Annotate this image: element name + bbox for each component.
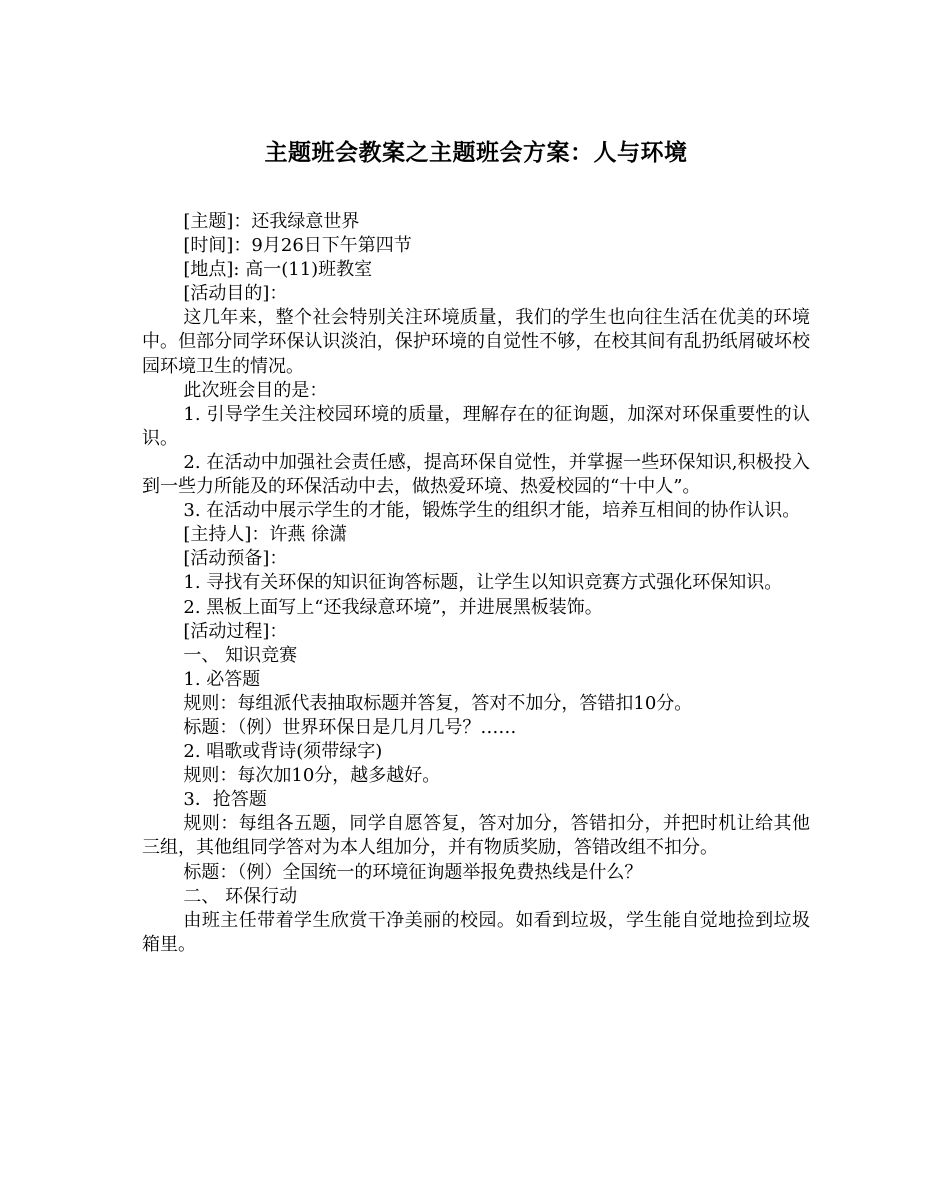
paragraph-preparation-1: 1. 寻找有关环保的知识征询答标题，让学生以知识竞赛方式强化环保知识。	[183, 572, 783, 594]
paragraph-example-1: 标题：（例）世界环保日是几月几号？……	[183, 716, 517, 738]
document-title: 主题班会教案之主题班会方案：人与环境	[264, 140, 688, 166]
paragraph-hosts: [主持人]：许燕 徐潇	[183, 524, 348, 546]
paragraph-goal-3: 3. 在活动中展示学生的才能，锻炼学生的组织才能，培养互相间的协作认识。	[183, 500, 801, 522]
paragraph-rush-questions: 3．抢答题	[183, 789, 267, 811]
paragraph-rule-1: 规则：每组派代表抽取标题并答复，答对不加分，答错扣10分。	[183, 692, 693, 714]
paragraph-rule-2: 规则：每次加10分，越多越好。	[183, 765, 441, 787]
paragraph-purpose-heading: [活动目的]：	[183, 283, 288, 305]
paragraph-preparation-2: 2. 黑板上面写上“还我绿意环境”，并进展黑板装饰。	[183, 596, 603, 618]
paragraph-purpose-text: 这几年来，整个社会特别关注环境质量，我们的学生也向往生活在优美的环境中。但部分同学环保认识淡泊，保护环境的自觉性不够，在校其间有乱扔纸屑破坏校园环境卫生的情况。	[142, 307, 810, 377]
paragraph-action-text: 由班主任带着学生欣赏干净美丽的校园。如看到垃圾，学生能自觉地捡到垃圾箱里。	[142, 909, 810, 955]
paragraph-section-action: 二、 环保行动	[183, 885, 298, 907]
paragraph-required-questions: 1. 必答题	[183, 668, 261, 690]
paragraph-goal-1: 1. 引导学生关注校园环境的质量，理解存在的征询题，加深对环保重要性的认识。	[142, 403, 810, 449]
paragraph-singing: 2. 唱歌或背诗(须带绿字)	[183, 741, 383, 763]
paragraph-process-heading: [活动过程]：	[183, 620, 288, 642]
paragraph-rule-3: 规则：每组各五题，同学自愿答复，答对加分，答错扣分，并把时机让给其他三组，其他组同学答对为本人组加分，并有物质奖励，答错改组不扣分。	[142, 813, 810, 859]
paragraph-section-quiz: 一、 知识竞赛	[183, 644, 298, 666]
document-body	[142, 210, 810, 957]
paragraph-preparation-heading: [活动预备]：	[183, 548, 288, 570]
paragraph-goal-2: 2. 在活动中加强社会责任感，提高环保自觉性，并掌握一些环保知识,积极投入到一些力所能及的环保活动中去，做热爱环境、热爱校园的“十中人”。	[142, 451, 810, 498]
paragraph-goals-intro: 此次班会目的是：	[183, 379, 328, 401]
paragraph-example-2: 标题：（例）全国统一的环境征询题举报免费热线是什么？	[183, 861, 643, 883]
paragraph-time: [时间]：9月26日下午第四节	[183, 235, 412, 257]
paragraph-theme: [主题]：还我绿意世界	[183, 211, 360, 232]
paragraph-location: [地点]: 高一(11)班教室	[183, 259, 373, 281]
